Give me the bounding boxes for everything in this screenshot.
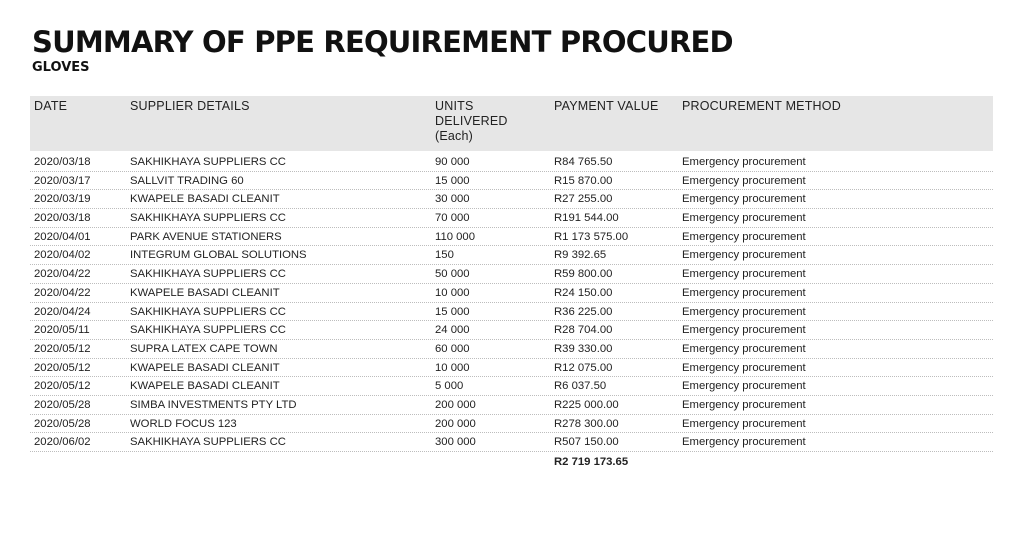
cell-units: 30 000 bbox=[435, 193, 470, 206]
header-date: DATE bbox=[34, 99, 68, 113]
header-units-line3: (Each) bbox=[435, 129, 474, 143]
cell-date: 2020/04/01 bbox=[34, 230, 91, 243]
table-row bbox=[30, 359, 993, 378]
cell-units: 60 000 bbox=[435, 342, 470, 355]
cell-units: 70 000 bbox=[435, 212, 470, 225]
cell-units: 15 000 bbox=[435, 305, 470, 318]
cell-supplier: SUPRA LATEX CAPE TOWN bbox=[130, 342, 278, 355]
table-row bbox=[30, 303, 993, 322]
table-header bbox=[30, 96, 993, 151]
cell-method: Emergency procurement bbox=[682, 230, 806, 243]
cell-method: Emergency procurement bbox=[682, 268, 806, 281]
cell-supplier: SAKHIKHAYA SUPPLIERS CC bbox=[130, 324, 286, 337]
table-row bbox=[30, 228, 993, 247]
table-row bbox=[30, 153, 993, 172]
cell-payment: R1 173 575.00 bbox=[554, 230, 629, 243]
cell-date: 2020/03/19 bbox=[34, 193, 91, 206]
cell-supplier: SAKHIKHAYA SUPPLIERS CC bbox=[130, 268, 286, 281]
cell-payment: R84 765.50 bbox=[554, 156, 613, 168]
header-units bbox=[435, 99, 545, 144]
table-row bbox=[30, 284, 993, 303]
cell-method: Emergency procurement bbox=[682, 174, 806, 187]
cell-units: 200 000 bbox=[435, 417, 476, 430]
cell-units: 10 000 bbox=[435, 286, 470, 299]
cell-units: 15 000 bbox=[435, 174, 470, 187]
cell-date: 2020/03/18 bbox=[34, 212, 91, 225]
table-row bbox=[30, 172, 993, 191]
cell-method: Emergency procurement bbox=[682, 417, 806, 430]
total-row bbox=[30, 452, 993, 470]
total-payment: R2 719 173.65 bbox=[554, 456, 629, 468]
cell-payment: R6 037.50 bbox=[554, 380, 607, 393]
cell-supplier: SALLVIT TRADING 60 bbox=[130, 174, 244, 187]
table-row bbox=[30, 433, 993, 452]
cell-date: 2020/03/18 bbox=[34, 156, 91, 168]
cell-payment: R507 150.00 bbox=[554, 436, 619, 449]
cell-units: 150 bbox=[435, 249, 454, 262]
cell-date: 2020/03/17 bbox=[34, 174, 91, 187]
table-row bbox=[30, 415, 993, 434]
cell-payment: R15 870.00 bbox=[554, 174, 613, 187]
table-row bbox=[30, 190, 993, 209]
cell-units: 110 000 bbox=[435, 230, 475, 243]
cell-method: Emergency procurement bbox=[682, 398, 806, 411]
cell-supplier: KWAPELE BASADI CLEANIT bbox=[130, 193, 280, 206]
cell-payment: R191 544.00 bbox=[554, 212, 619, 225]
header-method: PROCUREMENT METHOD bbox=[682, 99, 841, 113]
cell-units: 50 000 bbox=[435, 268, 470, 281]
cell-supplier: SIMBA INVESTMENTS PTY LTD bbox=[130, 398, 297, 411]
cell-method: Emergency procurement bbox=[682, 156, 806, 168]
procurement-table bbox=[30, 96, 993, 470]
table-row bbox=[30, 396, 993, 415]
cell-date: 2020/05/12 bbox=[34, 361, 91, 374]
cell-supplier: WORLD FOCUS 123 bbox=[130, 417, 237, 430]
cell-supplier: KWAPELE BASADI CLEANIT bbox=[130, 286, 280, 299]
cell-method: Emergency procurement bbox=[682, 436, 806, 449]
cell-payment: R36 225.00 bbox=[554, 305, 613, 318]
header-units-line1: UNITS bbox=[435, 99, 474, 113]
cell-method: Emergency procurement bbox=[682, 249, 806, 262]
table-row bbox=[30, 321, 993, 340]
table-row bbox=[30, 377, 993, 396]
cell-supplier: KWAPELE BASADI CLEANIT bbox=[130, 380, 280, 393]
cell-supplier: KWAPELE BASADI CLEANIT bbox=[130, 361, 280, 374]
cell-units: 200 000 bbox=[435, 398, 476, 411]
cell-units: 90 000 bbox=[435, 156, 470, 168]
cell-method: Emergency procurement bbox=[682, 305, 806, 318]
table-row bbox=[30, 246, 993, 265]
cell-payment: R278 300.00 bbox=[554, 417, 619, 430]
cell-date: 2020/04/22 bbox=[34, 268, 91, 281]
cell-payment: R59 800.00 bbox=[554, 268, 613, 281]
cell-supplier: PARK AVENUE STATIONERS bbox=[130, 230, 282, 243]
cell-supplier: SAKHIKHAYA SUPPLIERS CC bbox=[130, 305, 286, 318]
table-body bbox=[30, 153, 993, 452]
cell-date: 2020/04/24 bbox=[34, 305, 91, 318]
cell-supplier: SAKHIKHAYA SUPPLIERS CC bbox=[130, 156, 286, 168]
header-supplier: SUPPLIER DETAILS bbox=[130, 99, 250, 113]
cell-units: 5 000 bbox=[435, 380, 464, 393]
cell-units: 10 000 bbox=[435, 361, 470, 374]
cell-date: 2020/05/11 bbox=[34, 324, 90, 337]
cell-payment: R39 330.00 bbox=[554, 342, 613, 355]
cell-date: 2020/04/22 bbox=[34, 286, 91, 299]
cell-units: 300 000 bbox=[435, 436, 476, 449]
cell-payment: R9 392.65 bbox=[554, 249, 607, 262]
table-row bbox=[30, 265, 993, 284]
cell-date: 2020/04/02 bbox=[34, 249, 91, 262]
cell-method: Emergency procurement bbox=[682, 342, 806, 355]
cell-method: Emergency procurement bbox=[682, 193, 806, 206]
cell-supplier: SAKHIKHAYA SUPPLIERS CC bbox=[130, 436, 286, 449]
cell-payment: R12 075.00 bbox=[554, 361, 613, 374]
cell-supplier: INTEGRUM GLOBAL SOLUTIONS bbox=[130, 249, 307, 262]
cell-date: 2020/06/02 bbox=[34, 436, 91, 449]
page-subtitle: GLOVES bbox=[32, 60, 90, 75]
page-title: SUMMARY OF PPE REQUIREMENT PROCURED bbox=[32, 25, 733, 59]
cell-method: Emergency procurement bbox=[682, 212, 806, 225]
table-row bbox=[30, 340, 993, 359]
cell-payment: R27 255.00 bbox=[554, 193, 613, 206]
header-payment: PAYMENT VALUE bbox=[554, 99, 659, 113]
cell-payment: R24 150.00 bbox=[554, 286, 613, 299]
cell-method: Emergency procurement bbox=[682, 324, 806, 337]
cell-method: Emergency procurement bbox=[682, 380, 806, 393]
table-row bbox=[30, 209, 993, 228]
header-units-line2: DELIVERED bbox=[435, 114, 508, 128]
cell-method: Emergency procurement bbox=[682, 286, 806, 299]
cell-payment: R225 000.00 bbox=[554, 398, 619, 411]
cell-units: 24 000 bbox=[435, 324, 470, 337]
cell-supplier: SAKHIKHAYA SUPPLIERS CC bbox=[130, 212, 286, 225]
cell-payment: R28 704.00 bbox=[554, 324, 613, 337]
cell-date: 2020/05/28 bbox=[34, 417, 91, 430]
cell-method: Emergency procurement bbox=[682, 361, 806, 374]
cell-date: 2020/05/28 bbox=[34, 398, 91, 411]
cell-date: 2020/05/12 bbox=[34, 380, 91, 393]
cell-date: 2020/05/12 bbox=[34, 342, 91, 355]
